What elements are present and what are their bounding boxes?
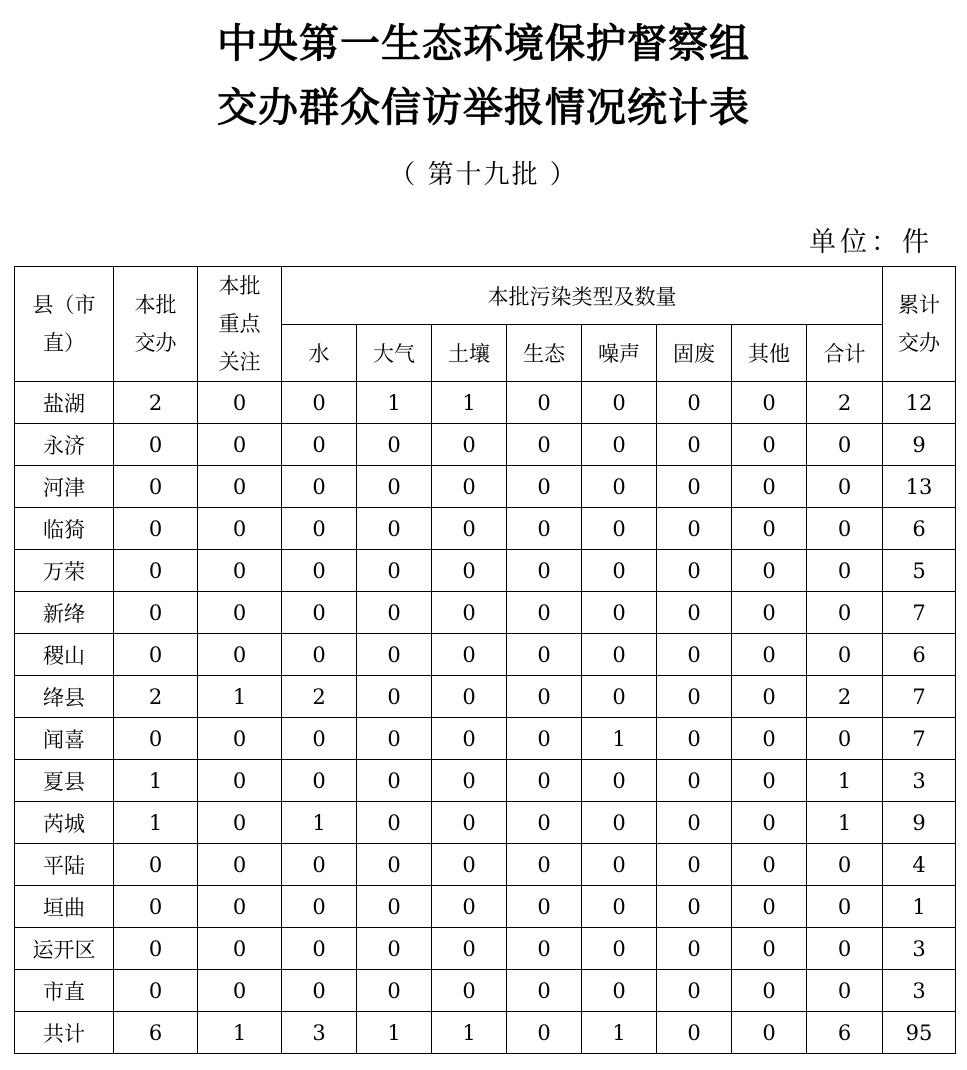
header-noise: 噪声 xyxy=(582,325,657,382)
row-value-cell: 1 xyxy=(807,760,883,802)
row-county-name: 稷山 xyxy=(15,634,114,676)
table-row xyxy=(15,508,956,550)
row-county-name: 河津 xyxy=(15,466,114,508)
table-row xyxy=(15,844,956,886)
row-county-name: 万荣 xyxy=(15,550,114,592)
table-row xyxy=(15,760,956,802)
row-value-cell: 0 xyxy=(282,970,357,1012)
table-row xyxy=(15,424,956,466)
row-value-cell: 0 xyxy=(198,466,282,508)
row-value-cell: 0 xyxy=(114,466,198,508)
row-value-cell: 0 xyxy=(114,424,198,466)
row-county-name: 闻喜 xyxy=(15,718,114,760)
row-value-cell: 3 xyxy=(282,1012,357,1054)
row-value-cell: 1 xyxy=(432,382,507,424)
row-value-cell: 0 xyxy=(114,634,198,676)
row-value-cell: 0 xyxy=(807,508,883,550)
document-title-line1: 中央第一生态环境保护督察组 xyxy=(217,21,750,67)
row-value-cell: 0 xyxy=(198,802,282,844)
row-value-cell: 0 xyxy=(507,802,582,844)
row-value-cell: 0 xyxy=(732,592,807,634)
row-value-cell: 0 xyxy=(357,424,432,466)
row-value-cell: 0 xyxy=(807,718,883,760)
row-value-cell: 0 xyxy=(807,466,883,508)
row-value-cell: 0 xyxy=(198,844,282,886)
row-value-cell: 0 xyxy=(657,550,732,592)
row-value-cell: 1 xyxy=(114,760,198,802)
row-value-cell: 0 xyxy=(657,970,732,1012)
unit-label: 单位：件 xyxy=(809,227,933,258)
row-value-cell: 0 xyxy=(282,718,357,760)
row-county-name: 运开区 xyxy=(15,928,114,970)
row-value-cell: 0 xyxy=(507,424,582,466)
row-value-cell: 0 xyxy=(282,382,357,424)
row-value-cell: 7 xyxy=(883,592,956,634)
row-value-cell: 0 xyxy=(507,676,582,718)
row-value-cell: 0 xyxy=(657,382,732,424)
table-row xyxy=(15,1012,956,1054)
row-county-name: 平陆 xyxy=(15,844,114,886)
row-value-cell: 0 xyxy=(582,928,657,970)
table-row xyxy=(15,802,956,844)
row-value-cell: 0 xyxy=(807,844,883,886)
row-value-cell: 0 xyxy=(198,760,282,802)
row-value-cell: 0 xyxy=(507,1012,582,1054)
row-value-cell: 0 xyxy=(432,844,507,886)
row-value-cell: 0 xyxy=(732,928,807,970)
row-value-cell: 0 xyxy=(732,424,807,466)
row-value-cell: 0 xyxy=(357,928,432,970)
row-value-cell: 0 xyxy=(657,424,732,466)
row-value-cell: 0 xyxy=(198,424,282,466)
row-value-cell: 0 xyxy=(198,718,282,760)
row-county-name: 芮城 xyxy=(15,802,114,844)
row-value-cell: 0 xyxy=(657,1012,732,1054)
row-value-cell: 1 xyxy=(807,802,883,844)
row-county-name: 永济 xyxy=(15,424,114,466)
row-value-cell: 7 xyxy=(883,676,956,718)
row-value-cell: 0 xyxy=(507,970,582,1012)
row-value-cell: 0 xyxy=(657,886,732,928)
row-value-cell: 0 xyxy=(657,802,732,844)
row-value-cell: 0 xyxy=(357,802,432,844)
row-value-cell: 0 xyxy=(732,382,807,424)
row-value-cell: 0 xyxy=(357,592,432,634)
row-county-name: 垣曲 xyxy=(15,886,114,928)
row-value-cell: 0 xyxy=(657,634,732,676)
row-value-cell: 0 xyxy=(657,844,732,886)
row-value-cell: 0 xyxy=(507,382,582,424)
row-value-cell: 0 xyxy=(657,592,732,634)
row-value-cell: 0 xyxy=(114,886,198,928)
row-value-cell: 0 xyxy=(732,886,807,928)
table-row xyxy=(15,718,956,760)
row-value-cell: 0 xyxy=(357,634,432,676)
row-value-cell: 0 xyxy=(807,634,883,676)
row-value-cell: 0 xyxy=(198,550,282,592)
row-value-cell: 12 xyxy=(883,382,956,424)
row-value-cell: 0 xyxy=(282,466,357,508)
row-value-cell: 0 xyxy=(198,634,282,676)
row-value-cell: 0 xyxy=(282,508,357,550)
row-value-cell: 0 xyxy=(582,592,657,634)
row-value-cell: 0 xyxy=(657,718,732,760)
row-value-cell: 0 xyxy=(282,592,357,634)
row-value-cell: 0 xyxy=(198,928,282,970)
header-cumulative: 累计 交办 xyxy=(883,267,956,382)
table-body xyxy=(15,382,956,1054)
row-value-cell: 1 xyxy=(114,802,198,844)
header-batch-assigned: 本批 交办 xyxy=(114,267,198,382)
row-county-name: 市直 xyxy=(15,970,114,1012)
row-value-cell: 0 xyxy=(732,718,807,760)
header-pollution-group: 本批污染类型及数量 xyxy=(282,267,883,325)
header-batch-focus: 本批 重点 关注 xyxy=(198,267,282,382)
row-value-cell: 1 xyxy=(432,1012,507,1054)
row-value-cell: 0 xyxy=(282,928,357,970)
table-row xyxy=(15,634,956,676)
row-value-cell: 0 xyxy=(114,844,198,886)
row-value-cell: 0 xyxy=(357,886,432,928)
row-value-cell: 2 xyxy=(114,382,198,424)
header-subtotal: 合计 xyxy=(807,325,883,382)
row-value-cell: 3 xyxy=(883,760,956,802)
row-value-cell: 0 xyxy=(198,886,282,928)
row-value-cell: 0 xyxy=(582,508,657,550)
row-value-cell: 0 xyxy=(507,550,582,592)
row-value-cell: 0 xyxy=(807,928,883,970)
row-value-cell: 0 xyxy=(657,508,732,550)
row-value-cell: 6 xyxy=(807,1012,883,1054)
row-value-cell: 5 xyxy=(883,550,956,592)
row-value-cell: 0 xyxy=(507,466,582,508)
row-value-cell: 1 xyxy=(357,382,432,424)
row-value-cell: 0 xyxy=(507,844,582,886)
row-value-cell: 9 xyxy=(883,802,956,844)
row-value-cell: 0 xyxy=(807,886,883,928)
row-value-cell: 1 xyxy=(582,718,657,760)
header-ecology: 生态 xyxy=(507,325,582,382)
table-row xyxy=(15,382,956,424)
row-value-cell: 0 xyxy=(432,718,507,760)
row-value-cell: 0 xyxy=(657,466,732,508)
header-water: 水 xyxy=(282,325,357,382)
row-value-cell: 0 xyxy=(807,424,883,466)
row-value-cell: 0 xyxy=(582,424,657,466)
row-value-cell: 0 xyxy=(432,676,507,718)
row-value-cell: 0 xyxy=(582,676,657,718)
row-value-cell: 0 xyxy=(582,970,657,1012)
row-value-cell: 2 xyxy=(282,676,357,718)
header-solid-waste: 固废 xyxy=(657,325,732,382)
row-value-cell: 7 xyxy=(883,718,956,760)
row-value-cell: 95 xyxy=(883,1012,956,1054)
row-value-cell: 0 xyxy=(657,760,732,802)
row-value-cell: 0 xyxy=(357,508,432,550)
row-value-cell: 0 xyxy=(282,760,357,802)
table-row xyxy=(15,550,956,592)
row-value-cell: 0 xyxy=(807,550,883,592)
row-value-cell: 0 xyxy=(507,760,582,802)
row-value-cell: 0 xyxy=(582,886,657,928)
row-value-cell: 0 xyxy=(732,844,807,886)
row-value-cell: 0 xyxy=(582,466,657,508)
row-value-cell: 0 xyxy=(282,424,357,466)
row-county-name: 夏县 xyxy=(15,760,114,802)
row-value-cell: 1 xyxy=(198,676,282,718)
table-row xyxy=(15,676,956,718)
row-county-name: 绛县 xyxy=(15,676,114,718)
row-value-cell: 9 xyxy=(883,424,956,466)
row-value-cell: 0 xyxy=(732,1012,807,1054)
row-value-cell: 0 xyxy=(657,928,732,970)
row-value-cell: 0 xyxy=(507,508,582,550)
row-value-cell: 0 xyxy=(807,592,883,634)
row-value-cell: 0 xyxy=(582,844,657,886)
row-value-cell: 0 xyxy=(507,592,582,634)
row-value-cell: 13 xyxy=(883,466,956,508)
row-value-cell: 0 xyxy=(114,928,198,970)
row-value-cell: 0 xyxy=(432,970,507,1012)
row-value-cell: 0 xyxy=(114,592,198,634)
row-county-name: 共计 xyxy=(15,1012,114,1054)
batch-label: （ 第十九批 ） xyxy=(389,160,578,190)
document-title-line2: 交办群众信访举报情况统计表 xyxy=(217,85,750,131)
row-value-cell: 0 xyxy=(357,718,432,760)
row-county-name: 临猗 xyxy=(15,508,114,550)
row-value-cell: 0 xyxy=(432,886,507,928)
row-value-cell: 2 xyxy=(807,382,883,424)
row-value-cell: 0 xyxy=(432,634,507,676)
row-value-cell: 0 xyxy=(432,508,507,550)
row-value-cell: 6 xyxy=(883,634,956,676)
table-row xyxy=(15,886,956,928)
row-value-cell: 0 xyxy=(432,760,507,802)
row-value-cell: 0 xyxy=(507,634,582,676)
row-value-cell: 0 xyxy=(282,844,357,886)
header-air: 大气 xyxy=(357,325,432,382)
header-soil: 土壤 xyxy=(432,325,507,382)
row-value-cell: 0 xyxy=(582,760,657,802)
row-value-cell: 1 xyxy=(883,886,956,928)
table-row xyxy=(15,466,956,508)
row-value-cell: 0 xyxy=(432,802,507,844)
row-value-cell: 3 xyxy=(883,970,956,1012)
row-value-cell: 0 xyxy=(357,466,432,508)
row-value-cell: 0 xyxy=(198,592,282,634)
header-other: 其他 xyxy=(732,325,807,382)
row-value-cell: 2 xyxy=(114,676,198,718)
statistics-table xyxy=(14,266,956,1054)
row-value-cell: 2 xyxy=(807,676,883,718)
table-row xyxy=(15,970,956,1012)
row-value-cell: 1 xyxy=(282,802,357,844)
table-row xyxy=(15,592,956,634)
row-value-cell: 0 xyxy=(357,970,432,1012)
row-value-cell: 0 xyxy=(732,550,807,592)
row-value-cell: 0 xyxy=(282,886,357,928)
row-value-cell: 0 xyxy=(507,928,582,970)
header-county: 县（市 直） xyxy=(15,267,114,382)
row-value-cell: 0 xyxy=(198,382,282,424)
row-value-cell: 0 xyxy=(582,382,657,424)
row-value-cell: 0 xyxy=(582,550,657,592)
row-value-cell: 0 xyxy=(507,886,582,928)
row-value-cell: 0 xyxy=(114,970,198,1012)
row-value-cell: 0 xyxy=(357,844,432,886)
row-value-cell: 0 xyxy=(198,970,282,1012)
row-value-cell: 0 xyxy=(432,466,507,508)
row-value-cell: 0 xyxy=(198,508,282,550)
row-value-cell: 1 xyxy=(198,1012,282,1054)
row-value-cell: 0 xyxy=(732,760,807,802)
row-value-cell: 6 xyxy=(883,508,956,550)
row-value-cell: 6 xyxy=(114,1012,198,1054)
row-value-cell: 3 xyxy=(883,928,956,970)
row-value-cell: 0 xyxy=(732,634,807,676)
row-value-cell: 0 xyxy=(432,424,507,466)
row-value-cell: 0 xyxy=(732,970,807,1012)
row-value-cell: 1 xyxy=(357,1012,432,1054)
row-value-cell: 0 xyxy=(114,550,198,592)
row-value-cell: 0 xyxy=(357,676,432,718)
row-value-cell: 0 xyxy=(282,634,357,676)
row-value-cell: 0 xyxy=(357,550,432,592)
row-value-cell: 0 xyxy=(732,508,807,550)
row-value-cell: 1 xyxy=(582,1012,657,1054)
row-value-cell: 0 xyxy=(114,718,198,760)
row-value-cell: 0 xyxy=(582,802,657,844)
row-value-cell: 0 xyxy=(807,970,883,1012)
row-value-cell: 0 xyxy=(732,676,807,718)
row-value-cell: 0 xyxy=(282,550,357,592)
row-value-cell: 0 xyxy=(582,634,657,676)
row-value-cell: 0 xyxy=(357,760,432,802)
row-value-cell: 0 xyxy=(114,508,198,550)
row-county-name: 新绛 xyxy=(15,592,114,634)
row-value-cell: 0 xyxy=(507,718,582,760)
row-value-cell: 0 xyxy=(432,928,507,970)
row-value-cell: 0 xyxy=(432,592,507,634)
row-value-cell: 0 xyxy=(732,466,807,508)
row-value-cell: 4 xyxy=(883,844,956,886)
table-row xyxy=(15,928,956,970)
row-value-cell: 0 xyxy=(732,802,807,844)
row-value-cell: 0 xyxy=(432,550,507,592)
row-county-name: 盐湖 xyxy=(15,382,114,424)
row-value-cell: 0 xyxy=(657,676,732,718)
